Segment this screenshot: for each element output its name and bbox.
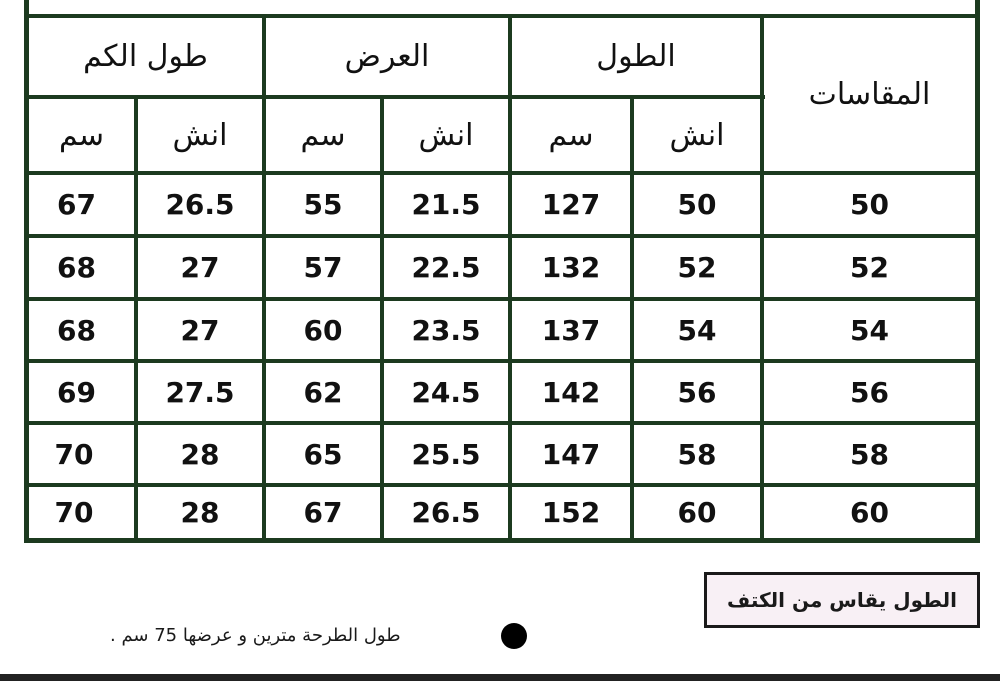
cell-width-inch: 25.5 xyxy=(411,437,481,471)
cell-sleeve-inch: 28 xyxy=(180,437,220,471)
header-width: العرض xyxy=(344,39,430,74)
cell-length-inch: 50 xyxy=(677,188,717,221)
cell-width-inch: 21.5 xyxy=(411,188,481,221)
cell-sleeve-cm: 68 xyxy=(57,313,96,347)
cell-size: 50 xyxy=(850,188,889,221)
cell-length-cm: 132 xyxy=(541,251,601,284)
cell-length-cm: 147 xyxy=(541,437,601,471)
unit-sleeve-cm: سم xyxy=(58,117,105,153)
cell-size: 56 xyxy=(850,375,889,409)
cell-sleeve-inch: 28 xyxy=(180,496,220,529)
grid-line xyxy=(975,0,980,543)
cell-width-cm: 62 xyxy=(303,375,343,409)
cell-width-inch: 24.5 xyxy=(411,375,481,409)
cell-width-cm: 65 xyxy=(303,437,343,471)
cell-sleeve-cm: 70 xyxy=(54,437,94,471)
cell-length-cm: 152 xyxy=(541,496,601,529)
cell-width-cm: 60 xyxy=(303,313,343,347)
cell-length-inch: 58 xyxy=(677,437,717,471)
cell-width-inch: 23.5 xyxy=(411,313,481,347)
cell-width-cm: 57 xyxy=(303,251,343,284)
cell-length-cm: 137 xyxy=(541,313,601,347)
unit-length-inch: انش xyxy=(669,117,725,153)
measure-note-box: الطول يقاس من الكتف xyxy=(704,572,980,628)
header-sleeve: طول الكم xyxy=(83,39,208,74)
cell-width-inch: 22.5 xyxy=(411,251,481,284)
grid-line xyxy=(24,538,980,543)
cell-sleeve-inch: 27.5 xyxy=(165,375,235,409)
cell-width-cm: 55 xyxy=(303,188,343,221)
cell-sleeve-cm: 68 xyxy=(57,251,96,284)
cell-sleeve-cm: 67 xyxy=(57,188,96,221)
cell-width-inch: 26.5 xyxy=(411,496,481,529)
unit-sleeve-inch: انش xyxy=(172,117,228,153)
cell-size: 54 xyxy=(850,313,889,347)
bottom-divider xyxy=(0,674,1000,681)
cell-width-cm: 67 xyxy=(303,496,343,529)
unit-width-inch: انش xyxy=(418,117,474,153)
cell-sleeve-cm: 70 xyxy=(54,496,94,529)
unit-length-cm: سم xyxy=(548,117,594,153)
scarf-note: طول الطرحة مترين و عرضها 75 سم . xyxy=(110,624,401,646)
header-length: الطول xyxy=(596,39,676,74)
cell-size: 52 xyxy=(850,251,889,284)
cell-length-cm: 127 xyxy=(541,188,601,221)
cell-length-inch: 60 xyxy=(677,496,717,529)
bullet-icon xyxy=(501,623,527,649)
cell-sleeve-inch: 27 xyxy=(180,251,220,284)
cell-sleeve-inch: 27 xyxy=(180,313,220,347)
cell-length-cm: 142 xyxy=(541,375,601,409)
cell-sleeve-inch: 26.5 xyxy=(165,188,235,221)
cell-length-inch: 52 xyxy=(677,251,717,284)
unit-width-cm: سم xyxy=(300,117,346,153)
cell-length-inch: 56 xyxy=(677,375,717,409)
cell-size: 60 xyxy=(850,496,889,529)
cell-size: 58 xyxy=(850,437,889,471)
cell-length-inch: 54 xyxy=(677,313,717,347)
cell-sleeve-cm: 69 xyxy=(57,375,96,409)
header-sizes: المقاسات xyxy=(808,77,931,112)
